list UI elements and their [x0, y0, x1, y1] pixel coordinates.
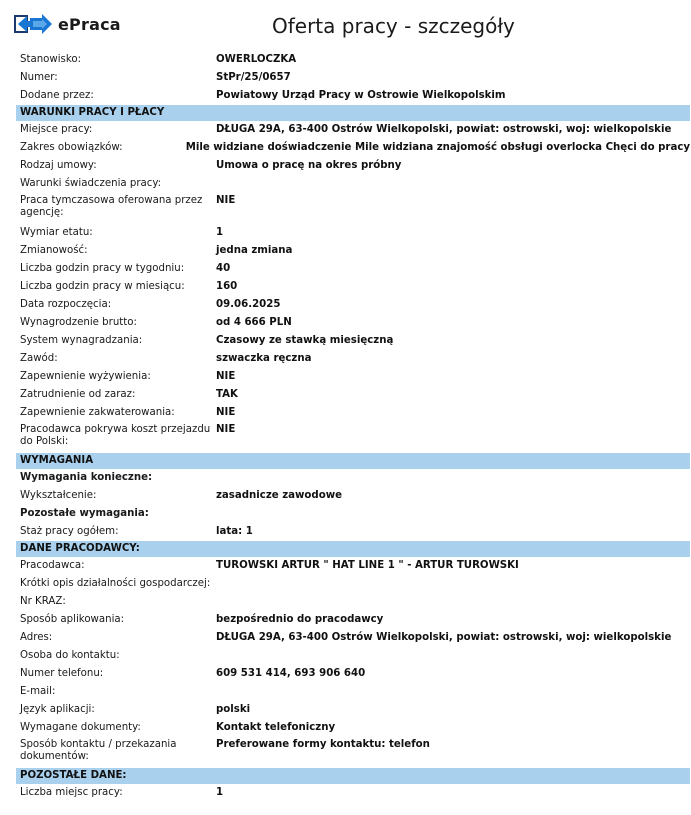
section-header: DANE PRACODAWCY: — [16, 541, 690, 557]
detail-value: zasadnicze zawodowe — [216, 490, 343, 501]
detail-label: Pracodawca: — [20, 560, 85, 571]
detail-row — [16, 665, 690, 683]
detail-row — [16, 683, 690, 701]
detail-row — [16, 69, 690, 87]
detail-label: Warunki świadczenia pracy: — [20, 178, 162, 189]
detail-value: Umowa o pracę na okres próbny — [216, 160, 402, 171]
epraca-logo — [14, 13, 121, 35]
detail-label: System wynagradzania: — [20, 335, 143, 346]
detail-row — [16, 701, 690, 719]
detail-value: 1 — [216, 227, 224, 238]
detail-row — [16, 51, 690, 69]
detail-label: Sposób aplikowania: — [20, 614, 125, 625]
detail-row — [16, 278, 690, 296]
detail-row — [16, 193, 690, 224]
detail-label: Rodzaj umowy: — [20, 160, 97, 171]
section-header: WYMAGANIA — [16, 453, 690, 469]
detail-row — [16, 784, 690, 802]
detail-row — [16, 368, 690, 386]
detail-value: Preferowane formy kontaktu: telefon — [216, 739, 430, 750]
detail-value: 09.06.2025 — [216, 299, 281, 310]
detail-value: TAK — [216, 389, 238, 400]
detail-row — [16, 575, 690, 593]
detail-value: polski — [216, 704, 251, 715]
detail-label: Zmianowość: — [20, 245, 88, 256]
detail-row — [16, 469, 690, 487]
detail-row — [16, 557, 690, 575]
detail-value: NIE — [216, 424, 236, 435]
detail-label: Wymiar etatu: — [20, 227, 93, 238]
detail-row — [16, 260, 690, 278]
detail-label: Miejsce pracy: — [20, 124, 93, 135]
detail-label: Numer telefonu: — [20, 668, 104, 679]
detail-row — [16, 593, 690, 611]
detail-label: Język aplikacji: — [20, 704, 95, 715]
detail-row — [16, 523, 690, 541]
detail-value: szwaczka ręczna — [216, 353, 312, 364]
detail-label: Osoba do kontaktu: — [20, 650, 120, 661]
detail-label: Liczba godzin pracy w miesiącu: — [20, 281, 185, 292]
detail-row — [16, 629, 690, 647]
detail-label: E-mail: — [20, 686, 56, 697]
detail-row — [16, 422, 690, 453]
detail-label: Pozostałe wymagania: — [20, 508, 149, 519]
detail-row — [16, 296, 690, 314]
detail-row — [16, 505, 690, 523]
detail-value: DŁUGA 29A, 63-400 Ostrów Wielkopolski, powiat: ostrowski, woj: wielkopolskie — [216, 632, 672, 643]
detail-value: 40 — [216, 263, 231, 274]
detail-row — [16, 719, 690, 737]
detail-value: OWERLOCZKA — [216, 54, 297, 65]
detail-row — [16, 121, 690, 139]
detail-label: Data rozpoczęcia: — [20, 299, 112, 310]
detail-row — [16, 242, 690, 260]
detail-value: NIE — [216, 371, 236, 382]
detail-label: Wymagania konieczne: — [20, 472, 153, 483]
detail-value: 1 — [216, 787, 224, 798]
detail-value: od 4 666 PLN — [216, 317, 292, 328]
detail-label: Adres: — [20, 632, 53, 643]
detail-value: DŁUGA 29A, 63-400 Ostrów Wielkopolski, powiat: ostrowski, woj: wielkopolskie — [216, 124, 672, 135]
detail-value: Powiatowy Urząd Pracy w Ostrowie Wielkopolskim — [216, 90, 506, 101]
detail-label: Liczba miejsc pracy: — [20, 787, 123, 798]
epraca-logo-icon — [14, 13, 54, 35]
detail-label: Liczba godzin pracy w tygodniu: — [20, 263, 185, 274]
detail-label: Stanowisko: — [20, 54, 82, 65]
detail-label: Zatrudnienie od zaraz: — [20, 389, 136, 400]
detail-label: Zapewnienie zakwaterowania: — [20, 407, 175, 418]
detail-label: Zapewnienie wyżywienia: — [20, 371, 151, 382]
detail-value: jedna zmiana — [216, 245, 293, 256]
detail-label: Staż pracy ogółem: — [20, 526, 119, 537]
detail-label: Wykształcenie: — [20, 490, 97, 501]
detail-value: 609 531 414, 693 906 640 — [216, 668, 366, 679]
detail-label: Krótki opis działalności gospodarczej: — [20, 578, 211, 589]
detail-row — [16, 87, 690, 105]
detail-row — [16, 332, 690, 350]
detail-value: Kontakt telefoniczny — [216, 722, 336, 733]
detail-row — [16, 487, 690, 505]
detail-label: Dodane przez: — [20, 90, 94, 101]
detail-label: Praca tymczasowa oferowana przez agencję: — [20, 195, 203, 218]
page-header — [0, 0, 691, 46]
detail-row — [16, 224, 690, 242]
detail-row — [16, 350, 690, 368]
section-header: WARUNKI PRACY I PŁACY — [16, 105, 690, 121]
detail-row — [16, 404, 690, 422]
detail-value: Czasowy ze stawką miesięczną — [216, 335, 394, 346]
detail-row — [16, 175, 690, 193]
logo-text: ePraca — [58, 14, 121, 34]
detail-value: TUROWSKI ARTUR " HAT LINE 1 " - ARTUR TUROWSKI — [216, 560, 519, 571]
detail-value: bezpośrednio do pracodawcy — [216, 614, 384, 625]
detail-value: NIE — [216, 195, 236, 206]
detail-label: Wynagrodzenie brutto: — [20, 317, 137, 328]
detail-row — [16, 386, 690, 404]
offer-details — [16, 51, 690, 802]
detail-label: Numer: — [20, 72, 58, 83]
detail-label: Zawód: — [20, 353, 58, 364]
detail-label: Wymagane dokumenty: — [20, 722, 141, 733]
detail-row — [16, 157, 690, 175]
detail-value: 160 — [216, 281, 238, 292]
section-header: POZOSTAŁE DANE: — [16, 768, 690, 784]
detail-value: Mile widziane doświadczenie Mile widziana znajomość obsługi overlocka Chęci do pracy — [185, 142, 690, 153]
detail-value: lata: 1 — [216, 526, 253, 537]
detail-row — [16, 737, 690, 768]
detail-value: NIE — [216, 407, 236, 418]
detail-row — [16, 314, 690, 332]
page-title: Oferta pracy - szczegóły — [272, 14, 515, 38]
detail-row — [16, 139, 690, 157]
detail-label: Sposób kontaktu / przekazania dokumentów: — [20, 739, 177, 762]
detail-label: Zakres obowiązków: — [20, 142, 123, 153]
detail-row — [16, 647, 690, 665]
detail-row — [16, 611, 690, 629]
detail-label: Pracodawca pokrywa koszt przejazdu do Polski: — [20, 424, 211, 447]
detail-label: Nr KRAZ: — [20, 596, 66, 607]
detail-value: StPr/25/0657 — [216, 72, 291, 83]
